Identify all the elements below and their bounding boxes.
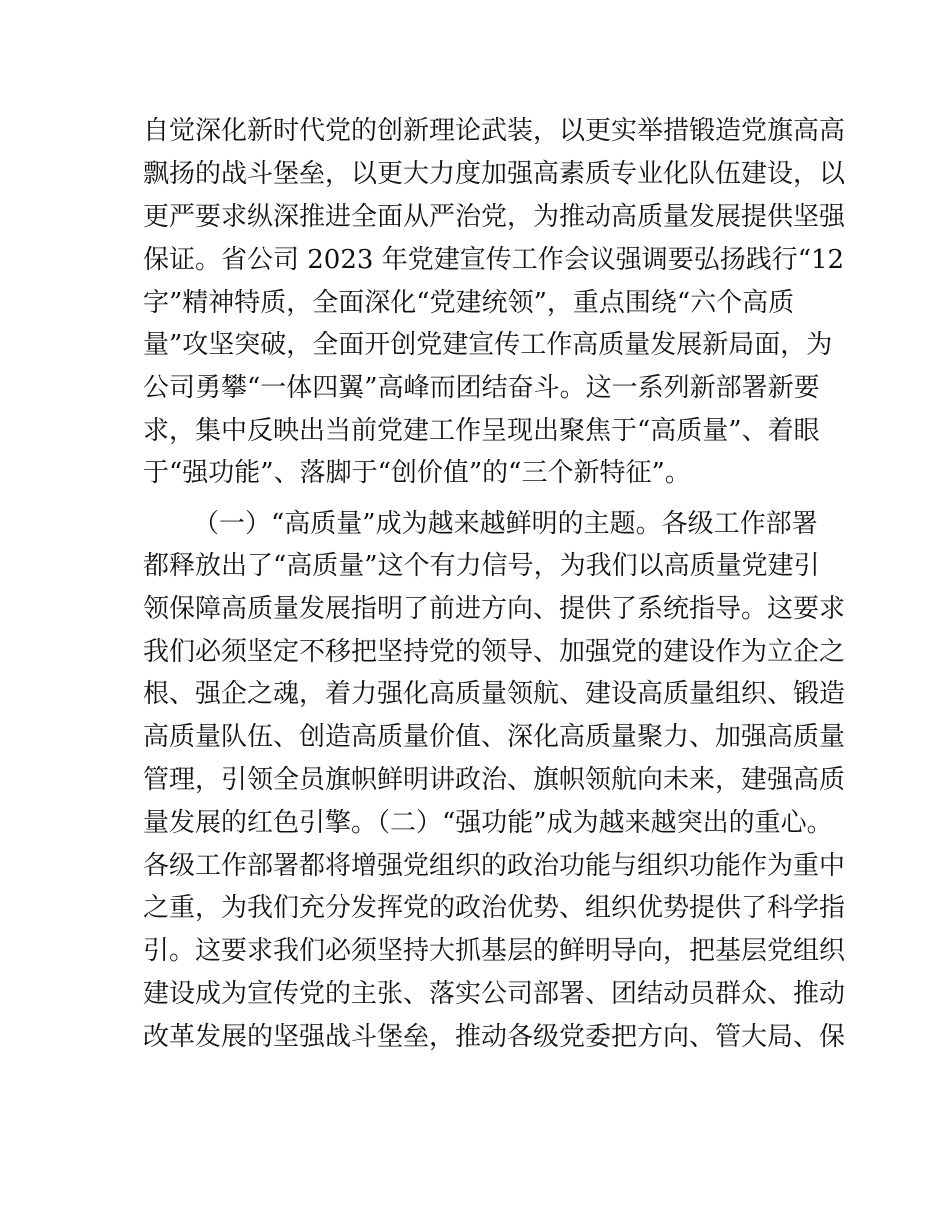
- text-line: 更严要求纵深推进全面从严治党，为推动高质量发展提供坚强: [143, 202, 846, 232]
- text-line: 保证。省公司 2023 年党建宣传工作会议强调要弘扬践行“12: [143, 245, 845, 275]
- text-line: 领保障高质量发展指明了前进方向、提供了系统指导。这要求: [143, 594, 846, 624]
- text-line: 求，集中反映出当前党建工作呈现出聚焦于“高质量”、着眼: [143, 416, 820, 446]
- text-line: 量”攻坚突破，全面开创党建宣传工作高质量发展新局面，为: [143, 330, 833, 360]
- text-line: 量发展的红色引擎。（二）“强功能”成为越来越突出的重心。: [143, 808, 833, 838]
- text-line: 我们必须坚定不移把坚持党的领导、加强党的建设作为立企之: [143, 637, 846, 667]
- text-line: 公司勇攀“一体四翼”高峰而团结奋斗。这一系列新部署新要: [143, 373, 820, 403]
- text-line: 高质量队伍、创造高质量价值、深化高质量聚力、加强高质量: [143, 722, 846, 752]
- text-line: 各级工作部署都将增强党组织的政治功能与组织功能作为重中: [143, 851, 846, 881]
- text-line: 引。这要求我们必须坚持大抓基层的鲜明导向，把基层党组织: [143, 936, 846, 966]
- paragraph-start-line: （一）“高质量”成为越来越鲜明的主题。各级工作部署: [193, 509, 818, 539]
- text-line: 自觉深化新时代党的创新理论武装，以更实举措锻造党旗高高: [143, 116, 846, 146]
- text-line: 都释放出了“高质量”这个有力信号，为我们以高质量党建引: [143, 551, 820, 581]
- text-line: 改革发展的坚强战斗堡垒，推动各级党委把方向、管大局、保: [143, 1022, 846, 1052]
- text-line: 根、强企之魂，着力强化高质量领航、建设高质量组织、锻造: [143, 679, 846, 709]
- text-line: 飘扬的战斗堡垒，以更大力度加强高素质专业化队伍建设，以: [143, 159, 846, 189]
- text-line: 管理，引领全员旗帜鲜明讲政治、旗帜领航向未来，建强高质: [143, 765, 846, 795]
- text-line: 之重，为我们充分发挥党的政治优势、组织优势提供了科学指: [143, 893, 846, 923]
- text-line: 建设成为宣传党的主张、落实公司部署、团结动员群众、推动: [143, 979, 846, 1009]
- text-line: 字”精神特质，全面深化“党建统领”，重点围绕“六个高质: [143, 288, 795, 318]
- text-line: 于“强功能”、落脚于“创价值”的“三个新特征”。: [143, 458, 691, 488]
